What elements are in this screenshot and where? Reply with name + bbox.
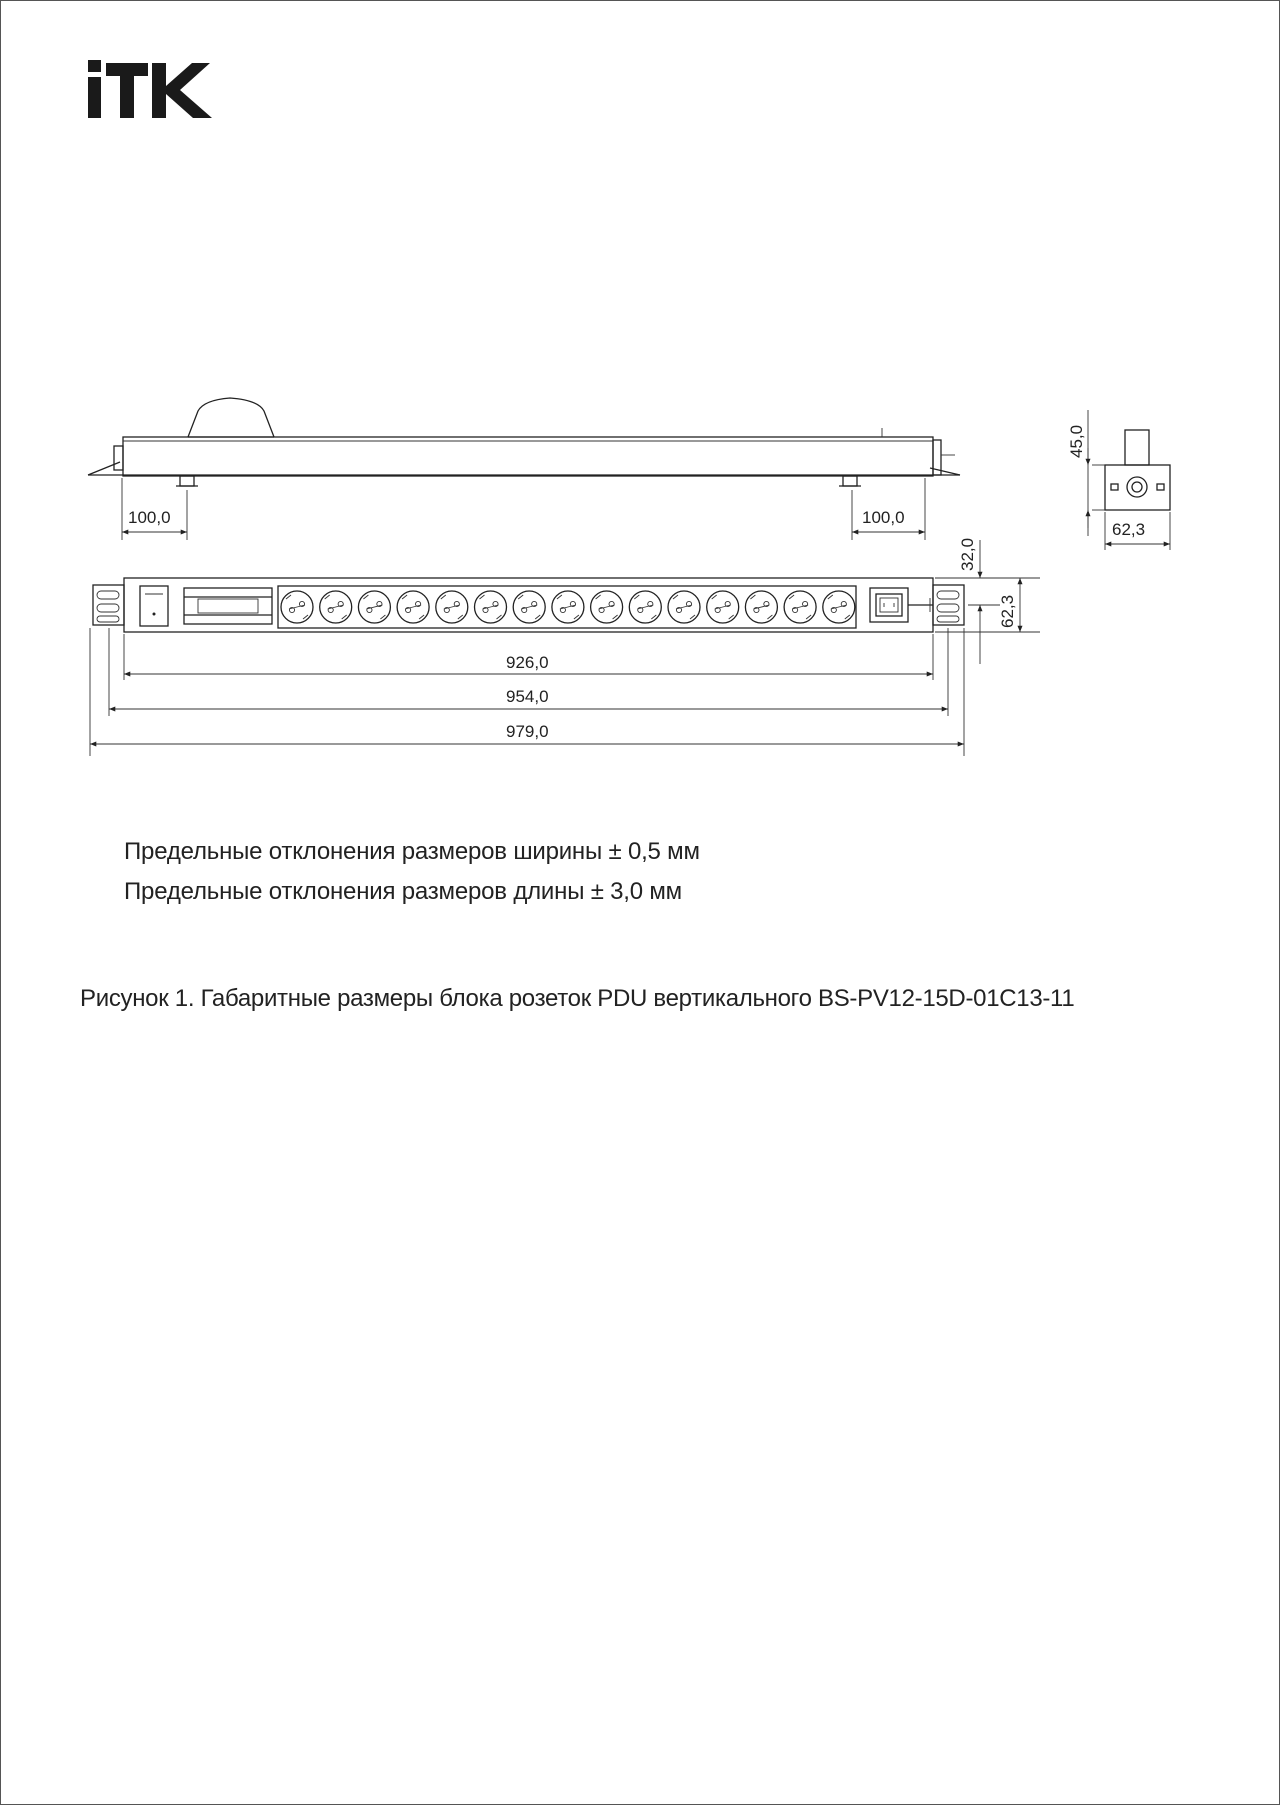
outlet-row [281,591,855,623]
dim-mount-right: 100,0 [862,508,905,527]
dim-length-979: 979,0 [506,722,549,741]
outlet-socket [784,591,816,623]
outlet-socket [552,591,584,623]
dim-length-954: 954,0 [506,687,549,706]
dim-mount-left: 100,0 [128,508,171,527]
dim-side-height: 45,0 [1067,424,1086,458]
pdu-end-view [1067,410,1170,550]
outlet-socket [281,591,313,623]
outlet-socket [320,591,352,623]
outlet-socket [358,591,390,623]
dim-offset: 32,0 [958,537,977,571]
outlet-socket [397,591,429,623]
outlet-socket [668,591,700,623]
width-tolerance-note: Предельные отклонения размеров ширины ± 0,5 мм [124,838,700,865]
dim-side-width: 62,3 [1112,520,1146,539]
dim-front-height: 62,3 [998,594,1017,628]
outlet-socket [513,591,545,623]
outlet-socket [745,591,777,623]
outlet-socket [436,591,468,623]
pdu-side-view [88,398,960,540]
outlet-socket [823,591,855,623]
outlet-socket [591,591,623,623]
dim-length-926: 926,0 [506,653,549,672]
outlet-socket [475,591,507,623]
pdu-front-view [90,538,1040,756]
figure-caption: Рисунок 1. Габаритные размеры блока розеток PDU вертикального BS-PV12-15D-01C13-11 [80,985,1075,1012]
outlet-socket [707,591,739,623]
length-tolerance-note: Предельные отклонения размеров длины ± 3,0 мм [124,878,682,905]
outlet-socket [629,591,661,623]
